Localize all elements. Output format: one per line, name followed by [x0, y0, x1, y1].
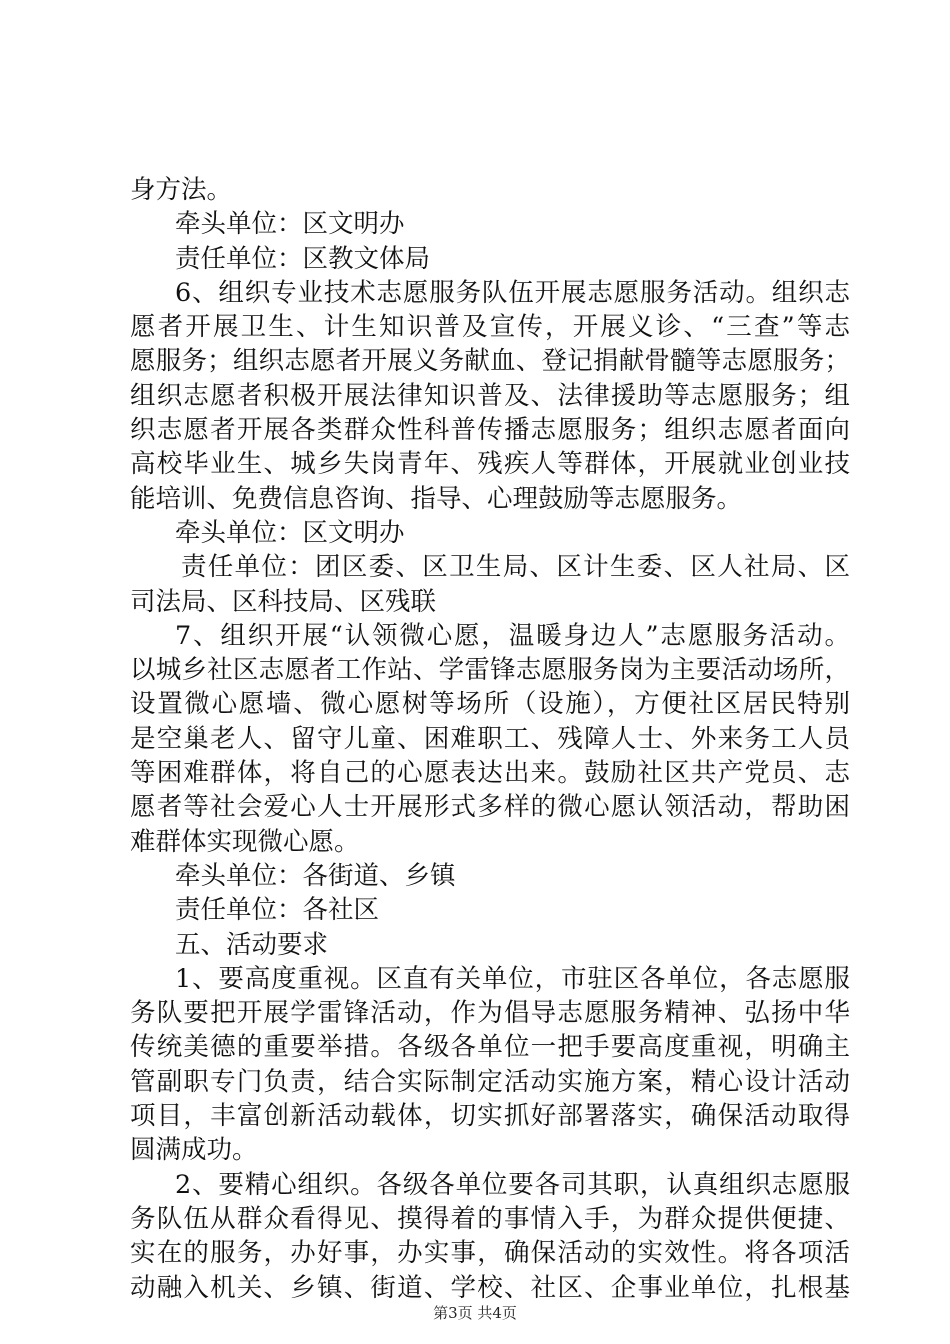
text-line: 等困难群体，将自己的心愿表达出来。鼓励社区共产党员、志	[130, 758, 850, 789]
text-line: 五、活动要求	[175, 929, 329, 960]
text-line: 司法局、区科技局、区残联	[130, 586, 437, 617]
text-line: 组织志愿者积极开展法律知识普及、法律援助等志愿服务；组	[130, 380, 850, 411]
text-line: 管副职专门负责，结合实际制定活动实施方案，精心设计活动	[130, 1066, 850, 1097]
text-line: 务队要把开展学雷锋活动，作为倡导志愿服务精神、弘扬中华	[130, 998, 850, 1029]
text-line: 设置微心愿墙、微心愿树等场所（设施），方便社区居民特别	[130, 689, 850, 720]
text-line: 项目，丰富创新活动载体，切实抓好部署落实，确保活动取得	[130, 1101, 850, 1132]
text-line: 身方法。	[130, 175, 233, 205]
page-footer: 第3页 共4页	[433, 1304, 517, 1322]
text-line: 牵头单位：各街道、乡镇	[175, 860, 456, 891]
text-line: 实在的服务，办好事，办实事，确保活动的实效性。将各项活	[130, 1238, 850, 1269]
text-line: 难群体实现微心愿。	[130, 826, 360, 857]
text-line: 高校毕业生、城乡失岗青年、残疾人等群体，开展就业创业技	[130, 449, 850, 480]
document-body	[130, 173, 850, 1305]
text-line: 能培训、免费信息咨询、指导、心理鼓励等志愿服务。	[130, 483, 743, 514]
text-line: 是空巢老人、留守儿童、困难职工、残障人士、外来务工人员	[130, 723, 850, 754]
text-line: 圆满成功。	[130, 1135, 258, 1166]
text-line: 6、组织专业技术志愿服务队伍开展志愿服务活动。组织志	[175, 277, 850, 308]
text-line: 动融入机关、乡镇、街道、学校、社区、企事业单位，扎根基	[130, 1272, 850, 1303]
text-line: 1、要高度重视。区直有关单位，市驻区各单位，各志愿服	[175, 963, 850, 994]
text-line: 牵头单位：区文明办	[175, 209, 405, 240]
text-line: 务队伍从群众看得见、摸得着的事情入手，为群众提供便捷、	[130, 1203, 850, 1234]
text-line: 愿服务；组织志愿者开展义务献血、登记捐献骨髓等志愿服务；	[130, 346, 850, 377]
text-line: 2、要精心组织。各级各单位要各司其职，认真组织志愿服	[175, 1169, 850, 1200]
text-line: 责任单位：区教文体局	[175, 243, 431, 274]
text-line: 愿者等社会爱心人士开展形式多样的微心愿认领活动，帮助困	[130, 792, 850, 823]
text-line: 7、组织开展“认领微心愿，温暖身边人”志愿服务活动。	[175, 620, 850, 651]
text-line: 责任单位：团区委、区卫生局、区计生委、区人社局、区	[181, 552, 850, 583]
text-line: 牵头单位：区文明办	[175, 517, 405, 548]
text-line: 传统美德的重要举措。各级各单位一把手要高度重视，明确主	[130, 1032, 850, 1063]
text-line: 织志愿者开展各类群众性科普传播志愿服务；组织志愿者面向	[130, 415, 850, 446]
text-line: 以城乡社区志愿者工作站、学雷锋志愿服务岗为主要活动场所，	[130, 655, 850, 686]
text-line: 责任单位：各社区	[175, 895, 380, 926]
text-line: 愿者开展卫生、计生知识普及宣传，开展义诊、“三查”等志	[130, 312, 850, 343]
